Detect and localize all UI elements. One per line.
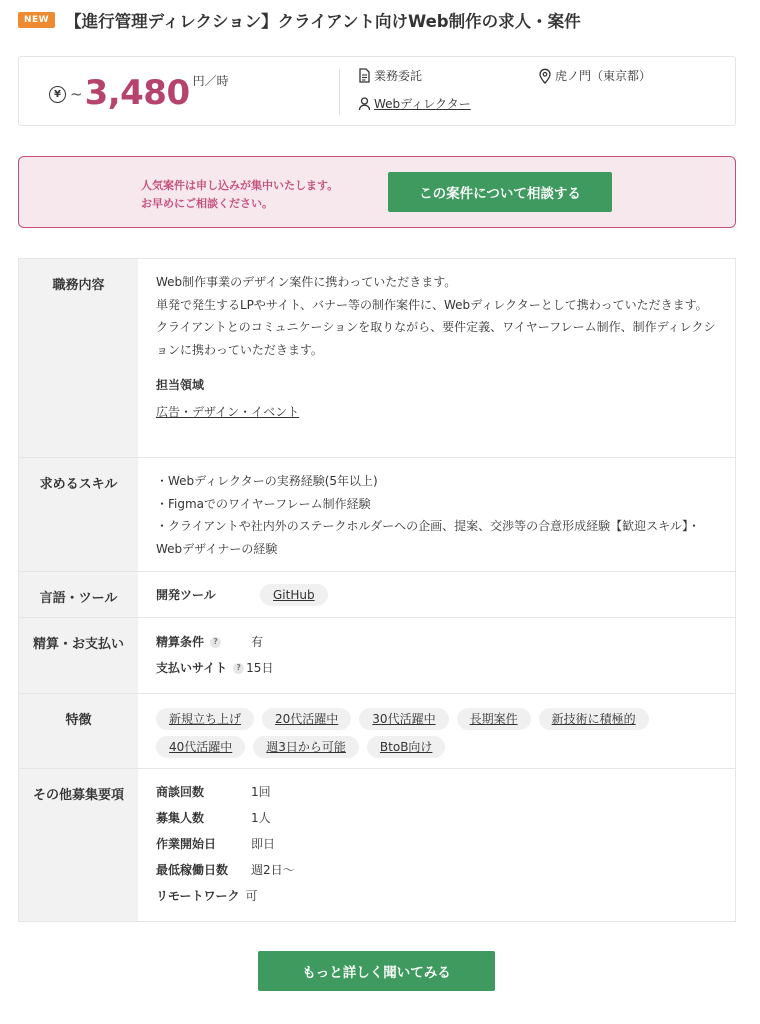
feature-tag[interactable]: 週3日から可能: [253, 736, 359, 758]
rate-tilde: ~: [70, 85, 83, 103]
person-icon: [358, 96, 371, 111]
duties-para-2: 単発で発生するLPやサイト、バナー等の制作案件に、Webディレクターとして携わっていただきます。: [156, 297, 708, 312]
duties-label: 職務内容: [19, 259, 138, 457]
skill-line-1: ・Webディレクターの実務経験(5年以上): [156, 474, 378, 488]
other-item: [156, 779, 717, 805]
area-heading: 担当領域: [156, 378, 205, 392]
skill-line-3: ・クライアントや社内外のステークホルダーへの企画、提案、交渉等の合意形成経験【歓迎スキル】・Webデザイナーの経験: [156, 519, 700, 556]
yen-icon: ¥: [49, 86, 66, 103]
duties-body: [138, 259, 735, 457]
feature-tag[interactable]: 新規立ち上げ: [156, 708, 254, 730]
cta-message: [141, 177, 338, 213]
contract-type: [358, 67, 422, 84]
payment-site-key: 支払いサイト: [156, 660, 228, 675]
other-item: [156, 883, 717, 909]
duties-row: [19, 259, 735, 457]
new-badge: NEW: [18, 12, 55, 28]
skill-line-2: ・Figmaでのワイヤーフレーム制作経験: [156, 496, 371, 511]
contract-type-label: 業務委託: [374, 69, 423, 83]
other-item: [156, 831, 717, 857]
other-key: 募集人数: [156, 810, 205, 825]
skills-body: [138, 458, 735, 571]
other-value: 1回: [251, 784, 271, 799]
features-body: [138, 694, 735, 768]
payment-label: 精算・お支払い: [19, 618, 138, 693]
payment-site: [156, 655, 717, 681]
duties-para-1: Web制作事業のデザイン案件に携わっていただきます。: [156, 275, 457, 289]
job-role[interactable]: [358, 95, 471, 112]
hourly-rate: [49, 69, 229, 113]
tool-category: 開発ツール: [156, 587, 216, 602]
consult-cta-box: [18, 156, 736, 228]
map-pin-icon: [538, 68, 552, 84]
skills-row: [19, 457, 735, 571]
settlement-key-text: 精算条件: [156, 634, 205, 649]
features-row: [19, 693, 735, 768]
other-item: [156, 805, 717, 831]
other-body: [138, 769, 735, 921]
tools-body: [138, 572, 735, 617]
other-key: 商談回数: [156, 784, 205, 799]
feature-tag[interactable]: 30代活躍中: [359, 708, 448, 730]
location-label: 虎ノ門（東京都）: [555, 69, 652, 83]
other-key: リモートワーク: [156, 888, 240, 903]
document-icon: [358, 68, 371, 83]
cta-message-line1: 人気案件は申し込みが集中いたします。: [141, 179, 339, 192]
payment-row: [19, 617, 735, 693]
other-value: 1人: [251, 810, 271, 825]
duties-para-3: クライアントとのコミュニケーションを取りながら、要件定義、ワイヤーフレーム制作、制作ディレクションに携わっていただきます。: [156, 320, 716, 357]
settlement-condition: [156, 629, 717, 655]
tools-row: [19, 571, 735, 617]
area-link[interactable]: 広告・デザイン・イベント: [156, 404, 300, 419]
summary-divider: [339, 69, 340, 115]
job-header: [18, 8, 742, 32]
other-key: 作業開始日: [156, 836, 217, 851]
payment-body: [138, 618, 735, 693]
feature-tag[interactable]: 長期案件: [457, 708, 531, 730]
other-value: 即日: [251, 836, 276, 851]
role-link[interactable]: Webディレクター: [374, 97, 471, 111]
ask-more-button[interactable]: もっと詳しく聞いてみる: [258, 951, 495, 991]
job-summary-card: [18, 56, 736, 126]
other-key: 最低稼働日数: [156, 862, 229, 877]
settlement-value: 有: [251, 634, 264, 649]
feature-tag[interactable]: BtoB向け: [367, 736, 446, 758]
skills-label: 求めるスキル: [19, 458, 138, 571]
help-icon[interactable]: ?: [233, 663, 244, 674]
job-details-table: [18, 258, 736, 922]
other-value: 週2日〜: [251, 862, 295, 877]
payment-site-value: 15日: [246, 660, 274, 675]
other-label: その他募集要項: [19, 769, 138, 921]
rate-unit: 円／時: [192, 74, 229, 88]
other-item: [156, 857, 717, 883]
consult-button[interactable]: この案件について相談する: [388, 172, 612, 212]
other-value: 可: [245, 888, 258, 903]
tools-label: 言語・ツール: [19, 572, 138, 617]
feature-tag[interactable]: 20代活躍中: [262, 708, 351, 730]
help-icon[interactable]: ?: [210, 637, 221, 648]
tool-chip-github[interactable]: GitHub: [260, 584, 328, 606]
feature-tag[interactable]: 新技術に積極的: [539, 708, 649, 730]
other-requirements-row: [19, 768, 735, 921]
job-title: 【進行管理ディレクション】クライアント向けWeb制作の求人・案件: [65, 12, 581, 31]
rate-amount: 3,480: [84, 73, 190, 113]
settlement-key: [156, 631, 251, 654]
cta-message-line2: お早めにご相談ください。: [141, 197, 273, 210]
job-location: [538, 67, 651, 84]
features-label: 特徴: [19, 694, 138, 768]
feature-tag[interactable]: 40代活躍中: [156, 736, 245, 758]
